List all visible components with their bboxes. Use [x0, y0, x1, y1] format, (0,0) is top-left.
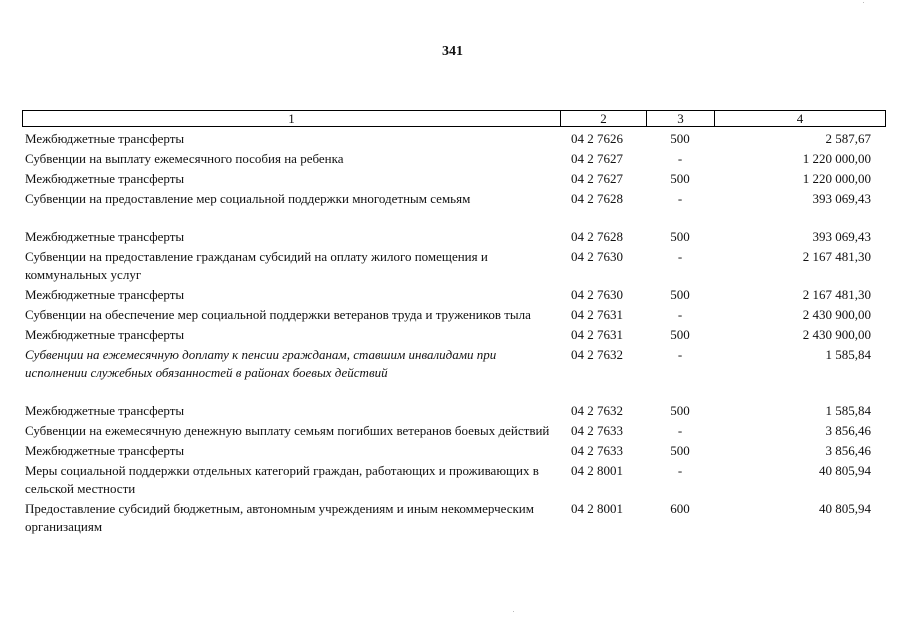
header-col-3: 3	[647, 111, 715, 126]
table-row	[22, 246, 886, 284]
row-amount: 40 805,94	[819, 501, 871, 516]
row-code: 04 2 7628	[571, 229, 623, 244]
row-amount: 393 069,43	[812, 191, 871, 206]
row-name: Меры социальной поддержки отдельных категорий граждан, работающих и проживающих в сельской местности	[25, 463, 539, 496]
row-code: 04 2 7627	[571, 151, 623, 166]
row-amount: 1 220 000,00	[802, 171, 871, 186]
row-code: 04 2 8001	[571, 463, 623, 478]
row-name: Межбюджетные трансферты	[25, 443, 185, 458]
table-row	[22, 168, 886, 188]
table-row	[22, 148, 886, 168]
row-name: Предоставление субсидий бюджетным, автономным учреждениям и иным некоммерческим организациям	[25, 501, 534, 534]
row-code: 04 2 7633	[571, 443, 623, 458]
row-type: -	[677, 191, 683, 206]
row-code: 04 2 8001	[571, 501, 623, 516]
row-name: Межбюджетные трансферты	[25, 229, 185, 244]
row-amount: 2 167 481,30	[802, 249, 871, 264]
row-amount: 393 069,43	[812, 229, 871, 244]
row-name: Межбюджетные трансферты	[25, 287, 185, 302]
row-amount: 1 220 000,00	[802, 151, 871, 166]
table-row	[22, 226, 886, 246]
row-amount: 1 585,84	[825, 403, 871, 418]
scan-speck	[863, 2, 864, 3]
row-type: 500	[670, 327, 690, 342]
row-name: Межбюджетные трансферты	[25, 131, 185, 146]
header-col-1: 1	[23, 111, 561, 126]
row-code: 04 2 7627	[571, 171, 623, 186]
table-row	[22, 420, 886, 440]
table-row	[22, 304, 886, 324]
table-row	[22, 284, 886, 304]
header-col-2: 2	[561, 111, 647, 126]
page-number: 341	[442, 44, 463, 59]
row-code: 04 2 7632	[571, 403, 623, 418]
row-type: 500	[670, 171, 690, 186]
row-amount: 40 805,94	[819, 463, 871, 478]
table-row	[22, 188, 886, 208]
row-type: -	[677, 151, 683, 166]
table-row	[22, 460, 886, 498]
row-code: 04 2 7633	[571, 423, 623, 438]
row-spacer	[22, 382, 886, 400]
row-type: -	[677, 463, 683, 478]
row-type: 600	[670, 501, 690, 516]
header-col-4: 4	[796, 111, 804, 126]
row-code: 04 2 7632	[571, 347, 623, 362]
row-name: Межбюджетные трансферты	[25, 327, 185, 342]
row-type: 500	[670, 443, 690, 458]
row-name: Субвенции на предоставление гражданам субсидий на оплату жилого помещения и коммунальных услуг	[25, 249, 488, 282]
row-code: 04 2 7628	[571, 191, 623, 206]
row-type: 500	[670, 229, 690, 244]
row-code: 04 2 7631	[571, 307, 623, 322]
row-type: -	[677, 423, 683, 438]
row-type: 500	[670, 131, 690, 146]
table-body	[22, 128, 886, 536]
row-amount: 2 430 900,00	[802, 307, 871, 322]
scan-speck	[513, 611, 514, 612]
row-name: Межбюджетные трансферты	[25, 403, 185, 418]
row-name: Межбюджетные трансферты	[25, 171, 185, 186]
table-row	[22, 324, 886, 344]
row-amount: 1 585,84	[825, 347, 871, 362]
row-name: Субвенции на ежемесячную денежную выплату семьям погибших ветеранов боевых действий	[25, 423, 550, 438]
row-name: Субвенции на предоставление мер социальной поддержки многодетным семьям	[25, 191, 471, 206]
row-type: 500	[670, 287, 690, 302]
row-amount: 2 587,67	[825, 131, 871, 146]
row-spacer	[22, 208, 886, 226]
row-name: Субвенции на выплату ежемесячного пособия на ребенка	[25, 151, 344, 166]
row-name: Субвенции на обеспечение мер социальной поддержки ветеранов труда и тружеников тыла	[25, 307, 531, 322]
row-amount: 2 430 900,00	[802, 327, 871, 342]
table-row	[22, 400, 886, 420]
row-code: 04 2 7630	[571, 287, 623, 302]
row-type: 500	[670, 403, 690, 418]
row-code: 04 2 7626	[571, 131, 623, 146]
row-name: Субвенции на ежемесячную доплату к пенсии гражданам, ставшим инвалидами при исполнении служебных обязанностей в районах боевых действий	[25, 347, 497, 380]
table-row	[22, 498, 886, 536]
row-type: -	[677, 249, 683, 264]
row-amount: 3 856,46	[825, 423, 871, 438]
table-header	[22, 110, 886, 127]
row-code: 04 2 7631	[571, 327, 623, 342]
row-code: 04 2 7630	[571, 249, 623, 264]
row-amount: 2 167 481,30	[802, 287, 871, 302]
table-row	[22, 344, 886, 382]
row-type: -	[677, 347, 683, 362]
table-row	[22, 128, 886, 148]
table-row	[22, 440, 886, 460]
row-type: -	[677, 307, 683, 322]
row-amount: 3 856,46	[825, 443, 871, 458]
